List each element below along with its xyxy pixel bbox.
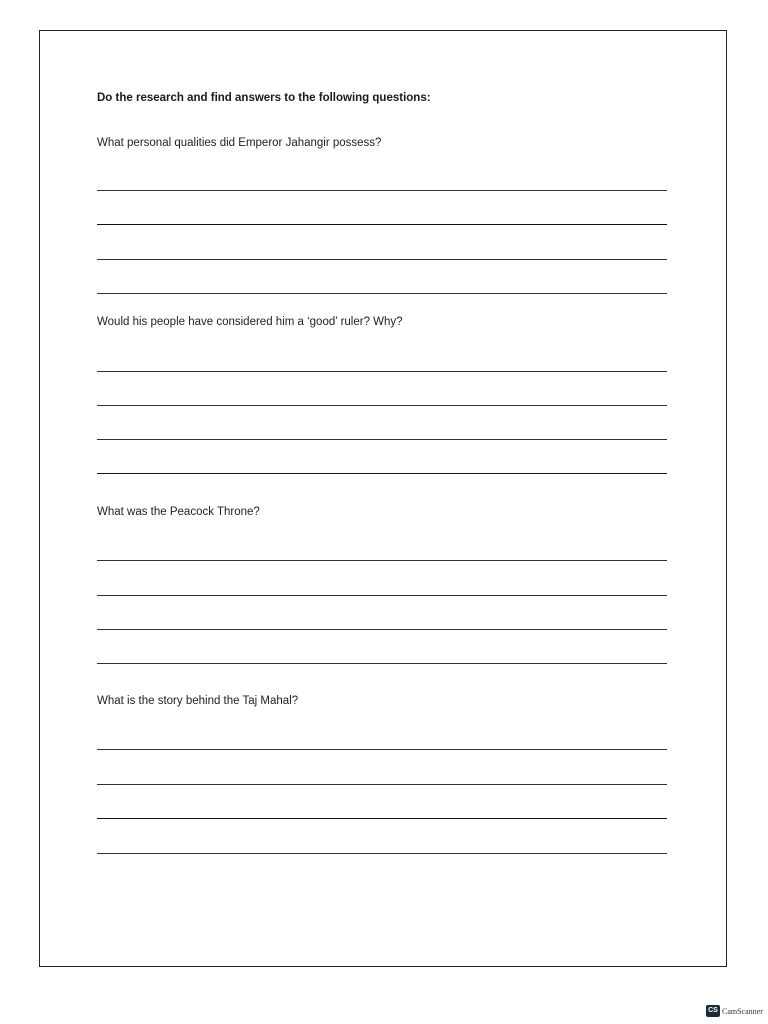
- question-4: What is the story behind the Taj Mahal?: [97, 695, 299, 707]
- question-3: What was the Peacock Throne?: [97, 506, 260, 518]
- camscanner-label: CamScanner: [722, 1006, 763, 1016]
- answer-line-4-4: [97, 853, 667, 854]
- answer-line-3-3: [97, 629, 667, 630]
- answer-line-1-1: [97, 190, 667, 191]
- camscanner-logo-icon: CS: [706, 1005, 720, 1017]
- answer-line-4-1: [97, 749, 667, 750]
- answer-line-2-3: [97, 439, 667, 440]
- question-2: Would his people have considered him a ‘good’ ruler? Why?: [97, 316, 403, 328]
- question-1: What personal qualities did Emperor Jahangir possess?: [97, 137, 382, 149]
- answer-line-4-3: [97, 818, 667, 819]
- answer-line-4-2: [97, 784, 667, 785]
- camscanner-watermark: [706, 1005, 763, 1017]
- answer-line-1-3: [97, 259, 667, 260]
- answer-line-3-4: [97, 663, 667, 664]
- answer-line-1-2: [97, 224, 667, 225]
- worksheet-page-frame: [39, 30, 727, 967]
- answer-line-2-4: [97, 473, 667, 474]
- answer-line-3-1: [97, 560, 667, 561]
- answer-line-2-2: [97, 405, 667, 406]
- answer-line-2-1: [97, 371, 667, 372]
- answer-line-1-4: [97, 293, 667, 294]
- answer-line-3-2: [97, 595, 667, 596]
- instructions-heading: Do the research and find answers to the following questions:: [97, 92, 431, 104]
